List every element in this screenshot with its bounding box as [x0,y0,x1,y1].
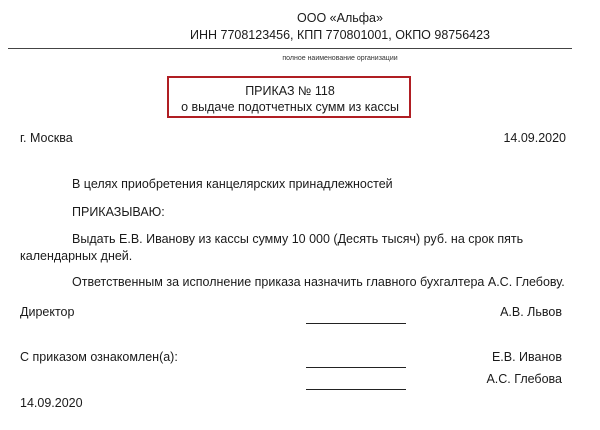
acknowledged-signature-line [306,389,406,390]
order-responsibility: Ответственным за исполнение приказа назначить главного бухгалтера А.С. Глебову. [72,275,565,289]
acknowledged-date: 14.09.2020 [20,396,83,410]
acknowledged-label: С приказом ознакомлен(а): [20,350,178,364]
order-date: 14.09.2020 [503,131,566,145]
director-label: Директор [20,305,75,319]
director-name: А.В. Львов [500,305,562,319]
acknowledged-signature-line [306,367,406,368]
order-directive-word: ПРИКАЗЫВАЮ: [72,205,165,219]
order-purpose: В целях приобретения канцелярских принадлежностей [72,177,393,191]
organization-name: ООО «Альфа» [297,11,383,25]
order-subject: о выдаче подотчетных сумм из кассы [181,100,399,114]
order-number: ПРИКАЗ № 118 [245,84,335,98]
organization-caption: полное наименование организации [282,55,398,62]
director-signature-line [306,323,406,324]
acknowledged-name: Е.В. Иванов [491,350,562,364]
organization-underline [8,48,572,49]
acknowledged-name: А.С. Глебова [486,372,562,386]
organization-codes: ИНН 7708123456, КПП 770801001, ОКПО 98756423 [189,28,490,42]
order-instruction: Выдать Е.В. Иванову из кассы сумму 10 000 (Десять тысяч) руб. на срок пять календарных дней. [20,232,524,263]
order-city: г. Москва [20,131,73,145]
